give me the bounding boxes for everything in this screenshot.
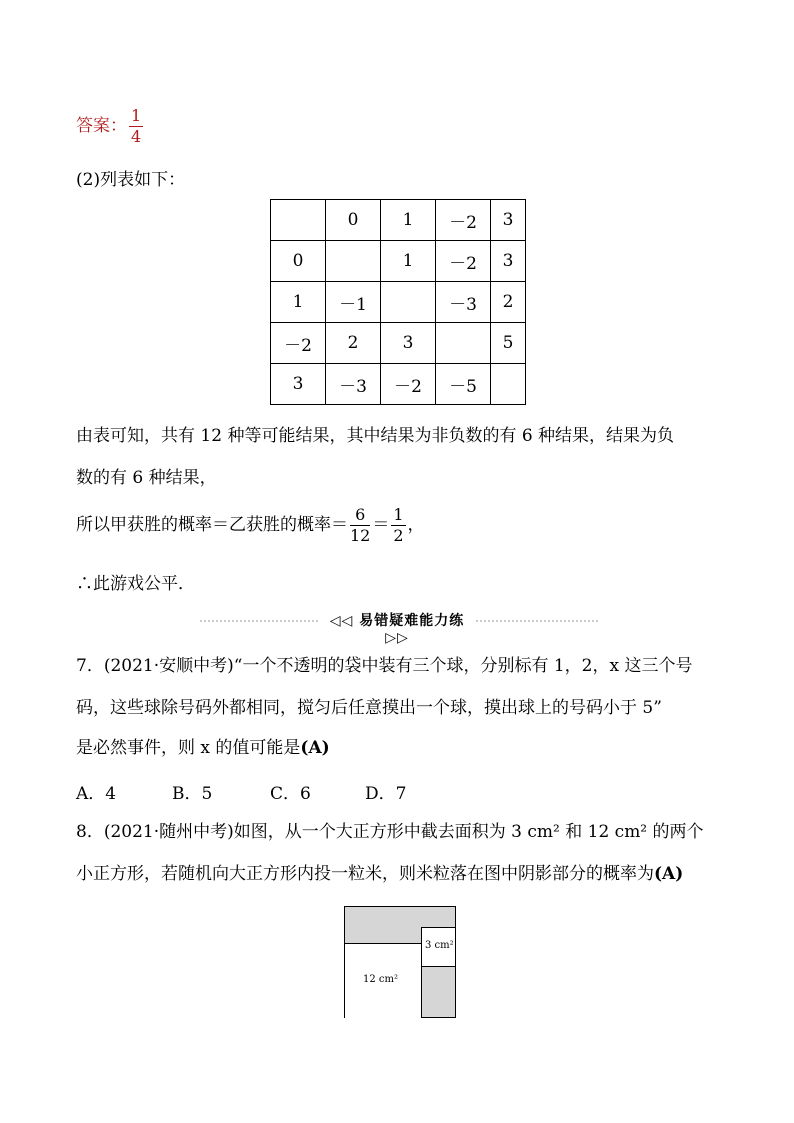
table-cell: －2 (381, 364, 436, 405)
probability-prefix: 所以甲获胜的概率＝乙获胜的概率＝ (76, 515, 348, 535)
fraction-1-2: $\frac{1}{2}$ (393, 505, 404, 545)
table-cell (326, 241, 381, 282)
table-cell: 0 (271, 241, 326, 282)
q7-line-1: 7．(2021·安顺中考)“一个不透明的袋中装有三个球，分别标有 1，2，x 这三个号 (76, 656, 693, 676)
section-title: ◁◁ 易错疑难能力练 ▷▷ (320, 610, 474, 646)
table-cell: 2 (491, 282, 526, 323)
fraction-6-12: $\frac{6}{12}$ (350, 505, 371, 545)
explain-line-2: 数的有 6 种结果， (76, 468, 217, 488)
small-square-label: 3 cm² (425, 940, 454, 951)
table-cell (271, 200, 326, 241)
q7-choice-c: C．6 (270, 784, 311, 804)
probability-line: 所以甲获胜的概率＝乙获胜的概率＝ $\frac{6}{12}$ ＝ $\frac{1}{2}$ ， (76, 505, 425, 545)
table-row (271, 364, 526, 405)
conclusion-text: ∴此游戏公平． (76, 574, 195, 594)
intro-text: (2)列表如下： (76, 170, 186, 190)
table-cell: －1 (326, 282, 381, 323)
table-row (271, 200, 526, 241)
table-cell: 1 (381, 200, 436, 241)
table-row (271, 241, 526, 282)
table-cell: 1 (381, 241, 436, 282)
table-cell: 2 (326, 323, 381, 364)
q7-choice-d: D．7 (365, 784, 407, 804)
small-white-square (421, 927, 455, 967)
q7-line-2: 码，这些球除号码外都相同，搅匀后任意摸出一个球，摸出球上的号码小于 5” (76, 698, 662, 718)
q7-choice-b: B．5 (172, 784, 213, 804)
table-cell: 0 (326, 200, 381, 241)
table-cell: 1 (271, 282, 326, 323)
table-cell: 5 (491, 323, 526, 364)
result-table (270, 199, 526, 405)
big-square-label: 12 cm² (363, 974, 398, 985)
table-cell: 3 (491, 241, 526, 282)
table-cell: 3 (381, 323, 436, 364)
table-cell: －2 (436, 241, 491, 282)
q7-choice-a: A．4 (76, 784, 117, 804)
table-cell (491, 364, 526, 405)
table-cell: －5 (436, 364, 491, 405)
table-row (271, 282, 526, 323)
q8-answer: (A) (654, 864, 684, 884)
table-cell (436, 323, 491, 364)
table-cell: －2 (271, 323, 326, 364)
square-figure (344, 906, 456, 1018)
answer-line (76, 106, 145, 147)
table-row (271, 323, 526, 364)
q8-line-1: 8．(2021·随州中考)如图，从一个大正方形中截去面积为 3 cm² 和 12 cm² 的两个 (76, 822, 704, 842)
q7-answer: (A) (300, 738, 330, 758)
table-cell: －2 (436, 200, 491, 241)
answer-fraction: $\frac{1}{4}$ (131, 106, 142, 146)
q7-line-3: 是必然事件，则 x 的值可能是(A) (76, 738, 330, 758)
explain-line-1: 由表可知，共有 12 种等可能结果，其中结果为非负数的有 6 种结果，结果为负 (76, 426, 675, 446)
table-cell: 3 (491, 200, 526, 241)
table-cell: －3 (436, 282, 491, 323)
table-cell (381, 282, 436, 323)
q8-line-2: 小正方形，若随机向大正方形内投一粒米，则米粒落在图中阴影部分的概率为(A) (76, 864, 684, 884)
table-cell: －3 (326, 364, 381, 405)
big-white-square (345, 943, 422, 1018)
answer-label: 答案： (76, 116, 127, 136)
table-cell: 3 (271, 364, 326, 405)
